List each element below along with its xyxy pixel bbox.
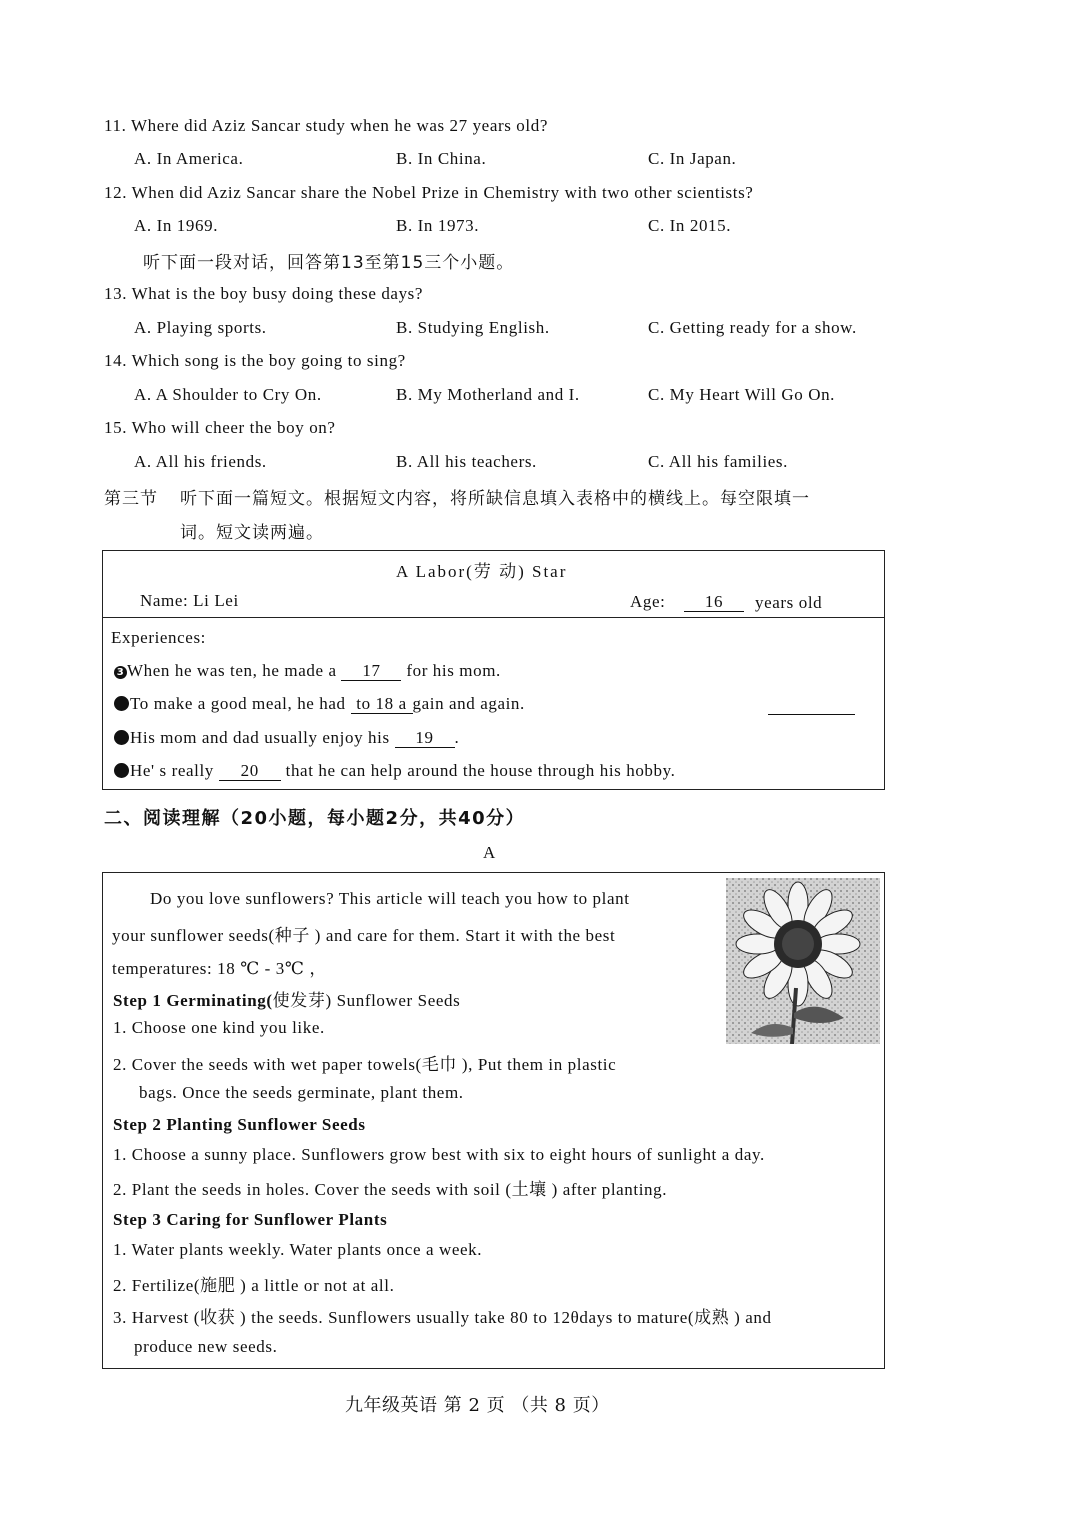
table-name: Name: Li Lei [140, 591, 239, 610]
passage-label: A [483, 843, 496, 862]
experiences-label: Experiences: [111, 628, 206, 647]
bullet-icon [114, 696, 129, 711]
step2-item1: 1. Choose a sunny place. Sunflowers grow best with six to eight hours of sunlight a day. [113, 1145, 765, 1164]
step2-heading: Step 2 Planting Sunflower Seeds [113, 1115, 366, 1134]
q15-option-b: B. All his teachers. [396, 452, 537, 471]
table-title: A Labor(劳 动) Star [396, 562, 568, 581]
q13-option-c: C. Getting ready for a show. [648, 318, 857, 337]
stray-underline [768, 714, 855, 715]
step1-item2: 2. Cover the seeds with wet paper towels(毛巾 ), Put them in plastic [113, 1055, 617, 1074]
step1-item1: 1. Choose one kind you like. [113, 1018, 325, 1037]
experience-row-2 [114, 694, 525, 714]
q13-option-a: A. Playing sports. [134, 318, 267, 337]
q11-option-c: C. In Japan. [648, 149, 737, 168]
row4-text: He' s really [130, 761, 214, 780]
step3-heading: Step 3 Caring for Sunflower Plants [113, 1210, 388, 1229]
table-divider [103, 617, 884, 618]
age-blank[interactable]: 16 [684, 593, 744, 612]
step1-item2-cont: bags. Once the seeds germinate, plant them. [139, 1083, 464, 1102]
page-footer: 九年级英语 第 2 页 （共 8 页） [345, 1395, 610, 1416]
q13-option-b: B. Studying English. [396, 318, 550, 337]
experience-row-1 [114, 661, 501, 681]
q12-option-a: A. In 1969. [134, 216, 219, 235]
question-11: 11. Where did Aziz Sancar study when he was 27 years old? [104, 116, 548, 135]
step1-heading [113, 986, 460, 1011]
sunflower-icon [726, 878, 880, 1044]
step3-item3-cont: produce new seeds. [134, 1337, 278, 1356]
article-intro-line2: your sunflower seeds(种子 ) and care for them. Start it with the best [112, 926, 616, 945]
bullet-icon [114, 730, 129, 745]
step3-item1: 1. Water plants weekly. Water plants once a week. [113, 1240, 483, 1259]
step1-title: Step 1 Germinating( [113, 991, 273, 1010]
row1-text: When he was ten, he made a [127, 661, 337, 680]
row3-text-end: . [454, 728, 460, 747]
reading-section-heading: 二、阅读理解（20小题，每小题2分，共40分） [104, 808, 526, 829]
q11-option-b: B. In China. [396, 149, 487, 168]
q12-option-b: B. In 1973. [396, 216, 480, 235]
section3-instruction-line2: 词。短文读两遍。 [180, 523, 324, 543]
row2-text-end: gain and again. [412, 694, 525, 713]
q15-option-c: C. All his families. [648, 452, 788, 471]
section3-label: 第三节 [104, 489, 158, 509]
blank-17[interactable]: 17 [341, 662, 401, 681]
step3-item2: 2. Fertilize(施肥 ) a little or not at all. [113, 1276, 395, 1295]
question-15: 15. Who will cheer the boy on? [104, 418, 336, 437]
article-intro-line3: temperatures: 18 ℃ - 3℃ ， [112, 959, 327, 978]
experience-row-3 [114, 728, 459, 748]
table-age-unit: years old [755, 593, 823, 612]
row1-text-end: for his mom. [406, 661, 501, 680]
experience-row-4 [114, 761, 675, 781]
row2-text: To make a good meal, he had [130, 694, 346, 713]
q12-option-c: C. In 2015. [648, 216, 732, 235]
bullet-icon [114, 763, 129, 778]
q14-option-a: A. A Shoulder to Cry On. [134, 385, 322, 404]
step1-title-rest: ) Sunflower Seeds [325, 991, 461, 1010]
question-13: 13. What is the boy busy doing these days? [104, 284, 424, 303]
q14-option-b: B. My Motherland and I. [396, 385, 580, 404]
question-12: 12. When did Aziz Sancar share the Nobel Prize in Chemistry with two other scientists? [104, 183, 754, 202]
q15-option-a: A. All his friends. [134, 452, 267, 471]
section3-instruction-line1: 听下面一篇短文。根据短文内容，将所缺信息填入表格中的横线上。每空限填一 [180, 489, 810, 509]
row4-text-end: that he can help around the house through his hobby. [285, 761, 676, 780]
q11-option-a: A. In America. [134, 149, 244, 168]
row3-text: His mom and dad usually enjoy his [130, 728, 390, 747]
article-intro-line1: Do you love sunflowers? This article will teach you how to plant [150, 889, 630, 908]
sunflower-image [726, 878, 880, 1044]
question-14: 14. Which song is the boy going to sing? [104, 351, 406, 370]
step1-chinese: 使发芽 [272, 991, 326, 1010]
blank-18[interactable]: to 18 a [351, 695, 413, 714]
blank-19[interactable]: 19 [395, 729, 455, 748]
blank-20[interactable]: 20 [219, 762, 281, 781]
step3-item3: 3. Harvest (收获 ) the seeds. Sunflowers usually take 80 to 12θdays to mature(成熟 ) and [113, 1308, 772, 1327]
numbered-bullet-icon: 3 [114, 666, 127, 679]
dialogue-instruction: 听下面一段对话，回答第13至第15三个小题。 [143, 253, 515, 273]
table-age-label: Age: [630, 592, 666, 611]
step2-item2: 2. Plant the seeds in holes. Cover the seeds with soil (土壤 ) after planting. [113, 1180, 668, 1199]
q14-option-c: C. My Heart Will Go On. [648, 385, 836, 404]
